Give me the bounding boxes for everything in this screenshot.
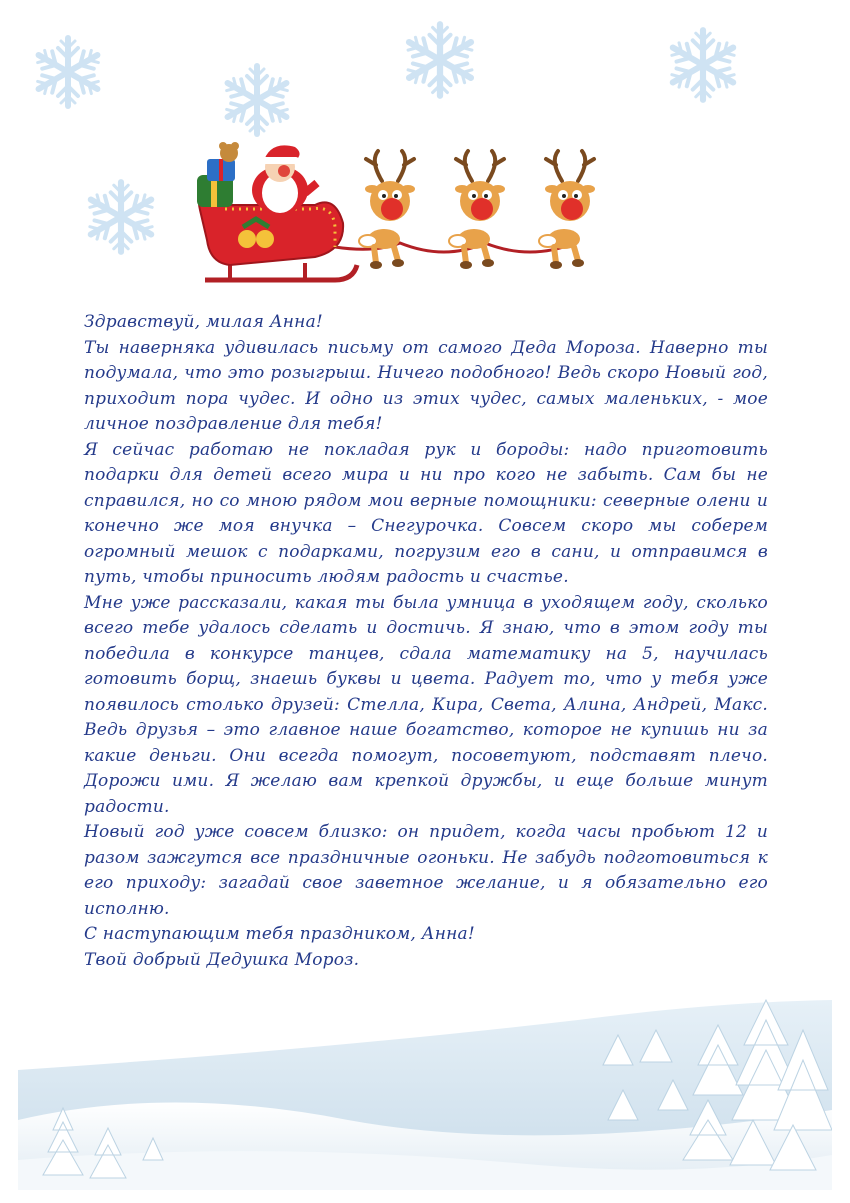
letter-signature: Твой добрый Дедушка Мороз.: [84, 949, 360, 970]
snowflake-icon: [80, 176, 162, 258]
letter-greeting: Здравствуй, милая Анна!: [84, 312, 323, 332]
santa-sleigh-icon: [185, 135, 645, 295]
snowflake-icon: [398, 18, 482, 102]
snowflake-icon: [217, 60, 297, 140]
letter-body: [84, 310, 768, 973]
snowflake-icon: [662, 24, 744, 106]
winter-landscape: [18, 990, 832, 1190]
snowflake-icon: [28, 32, 108, 112]
letter-closing: С наступающим тебя праздником, Анна!: [84, 924, 475, 944]
reindeer-icon: [359, 151, 415, 269]
letter-paragraph: Новый год уже совсем близко: он придет, когда часы пробьют 12 и разом зажгутся все праздничные огоньки. Не забудь подготовиться к его приходу: загадай свое заветное желание, и я обязательно его исполню.: [84, 822, 768, 919]
letter-paragraph: Ты наверняка удивилась письму от самого Деда Мороза. Наверно ты подумала, что это розыгрыш. Ничего подобного! Ведь скоро Новый год, приходит пора чудес. И одно из этих чудес, самых маленьких, - мое личное поздравление для тебя!: [84, 337, 768, 434]
letter-paragraph: Мне уже рассказали, какая ты была умница в уходящем году, сколько всего тебе удалось сделать и достичь. Я знаю, что в этом году ты победила в конкурсе танцев, сдала математику на 5, научилась готовить борщ, знаешь буквы и цвета. Радует то, что у тебя уже появилось столько друзей: Стелла, Кира, Света, Алина, Андрей, Макс. Ведь друзья – это главное наше богатство, которое не купишь ни за какие деньги. Они всегда помогут, посоветуют, подставят плечо. Дорожи ими. Я желаю вам крепкой дружбы, и еще больше минут радости.: [84, 592, 768, 817]
letter-paragraph: Я сейчас работаю не покладая рук и бороды: надо приготовить подарки для детей всего мира и ни про кого не забыть. Сам бы не справился, но со мною рядом мои верные помощники: северные олени и конечно же моя внучка – Снегурочка. Совсем скоро мы соберем огромный мешок с подарками, погрузим его в сани, и отправимся в путь, чтобы приносить людям радость и счастье.: [84, 439, 768, 587]
